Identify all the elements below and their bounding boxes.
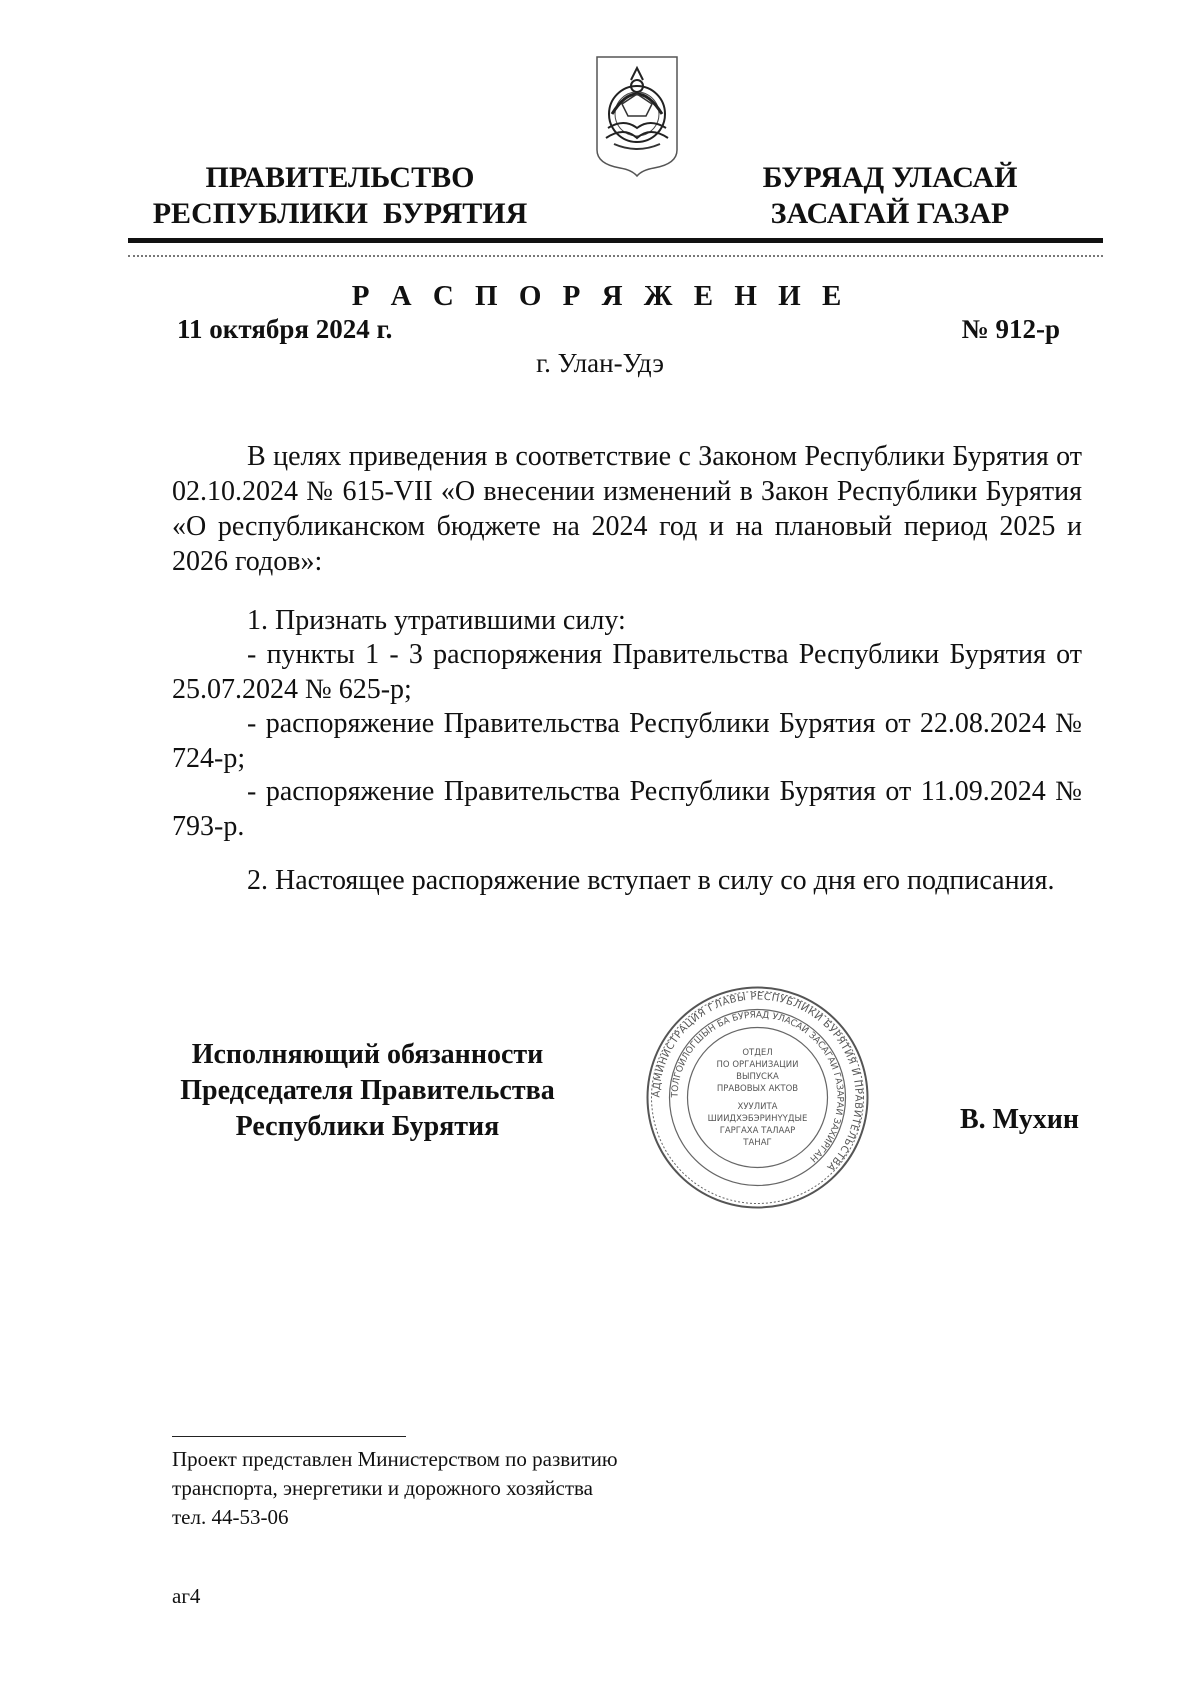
header-rule [128,238,1103,243]
official-seal [645,985,870,1210]
seal-center-line: ХУУЛИТА [737,1102,778,1112]
seal-outer-text: АДМИНИСТРАЦИЯ ГЛАВЫ РЕСПУБЛИКИ БУРЯТИЯ И ПРАВИТЕЛЬСТВА [651,991,864,1173]
item-1-point-c: - распоряжение Правительства Республики Бурятия от 11.09.2024 № 793-р. [172,776,1082,842]
seal-center-line: ВЫПУСКА [736,1072,779,1082]
signatory-title-line3: Республики Бурятия [235,1111,500,1142]
signatory-title-line1: Исполняющий обязанности [191,1039,544,1070]
header-left-line2: РЕСПУБЛИКИ БУРЯТИЯ [152,197,528,230]
header-right-line1: БУРЯАД УЛАСАЙ [762,161,1018,194]
seal-center-line: ПО ОРГАНИЗАЦИИ [716,1060,799,1070]
signatory-name: В. Мухин [960,1104,1079,1135]
header-right-line2: ЗАСАГАЙ ГАЗАР [770,197,1010,230]
seal-center-line: ГАРГАХА ТАЛААР [719,1126,796,1136]
signatory-title-line2: Председателя Правительства [180,1075,555,1106]
header-left-block [150,160,530,232]
footnote-line-1: Проект представлен Министерством по развитию [172,1447,618,1471]
signatory-title [170,1037,565,1145]
item-1-title: 1. Признать утратившими силу: [247,605,626,636]
footnote-line-2: транспорта, энергетики и дорожного хозяйства [172,1476,593,1500]
header-left-line1: ПРАВИТЕЛЬСТВО [205,161,475,194]
document-title: Р А С П О Р Я Ж Е Н И Е [351,280,849,312]
seal-center-line: ПРАВОВЫХ АКТОВ [716,1084,799,1094]
header-right-block [745,160,1035,232]
header-dotted-rule [128,255,1103,257]
seal-center-line: ТАНАГ [743,1138,772,1148]
footnote-divider [172,1436,406,1437]
seal-center-line: ШИИДХЭБЭРИНҮҮДЫЕ [707,1114,808,1124]
coat-of-arms-emblem [594,54,680,178]
item-1-point-b: - распоряжение Правительства Республики Бурятия от 22.08.2024 № 724-р; [172,708,1082,774]
document-date: 11 октября 2024 г. [177,314,393,344]
document-number: № 912-р [961,314,1060,344]
seal-center-line: ОТДЕЛ [742,1048,773,1058]
intro-paragraph: В целях приведения в соответствие с Законом Республики Бурятия от 02.10.2024 № 615-VII «О внесении изменений в Закон Республики Бурятия «О республиканском бюджете на 2024 год и на плановый период 2025 и 2026 годов»: [172,441,1082,577]
footnote-phone: тел. 44-53-06 [172,1505,289,1529]
seal-inner-ring-text: ТОЛГОЙЛОГШЫН БА БУРЯАД УЛАСАЙ ЗАСАГАЙ ГАЗАРАЙ ЗАХИРГАН [670,1010,845,1164]
document-code: аг4 [172,1584,201,1608]
item-2-paragraph: 2. Настоящее распоряжение вступает в силу со дня его подписания. [247,865,1055,896]
item-1-point-a: - пункты 1 - 3 распоряжения Правительства Республики Бурятия от 25.07.2024 № 625-р; [172,639,1082,705]
document-city: г. Улан-Удэ [536,348,664,378]
